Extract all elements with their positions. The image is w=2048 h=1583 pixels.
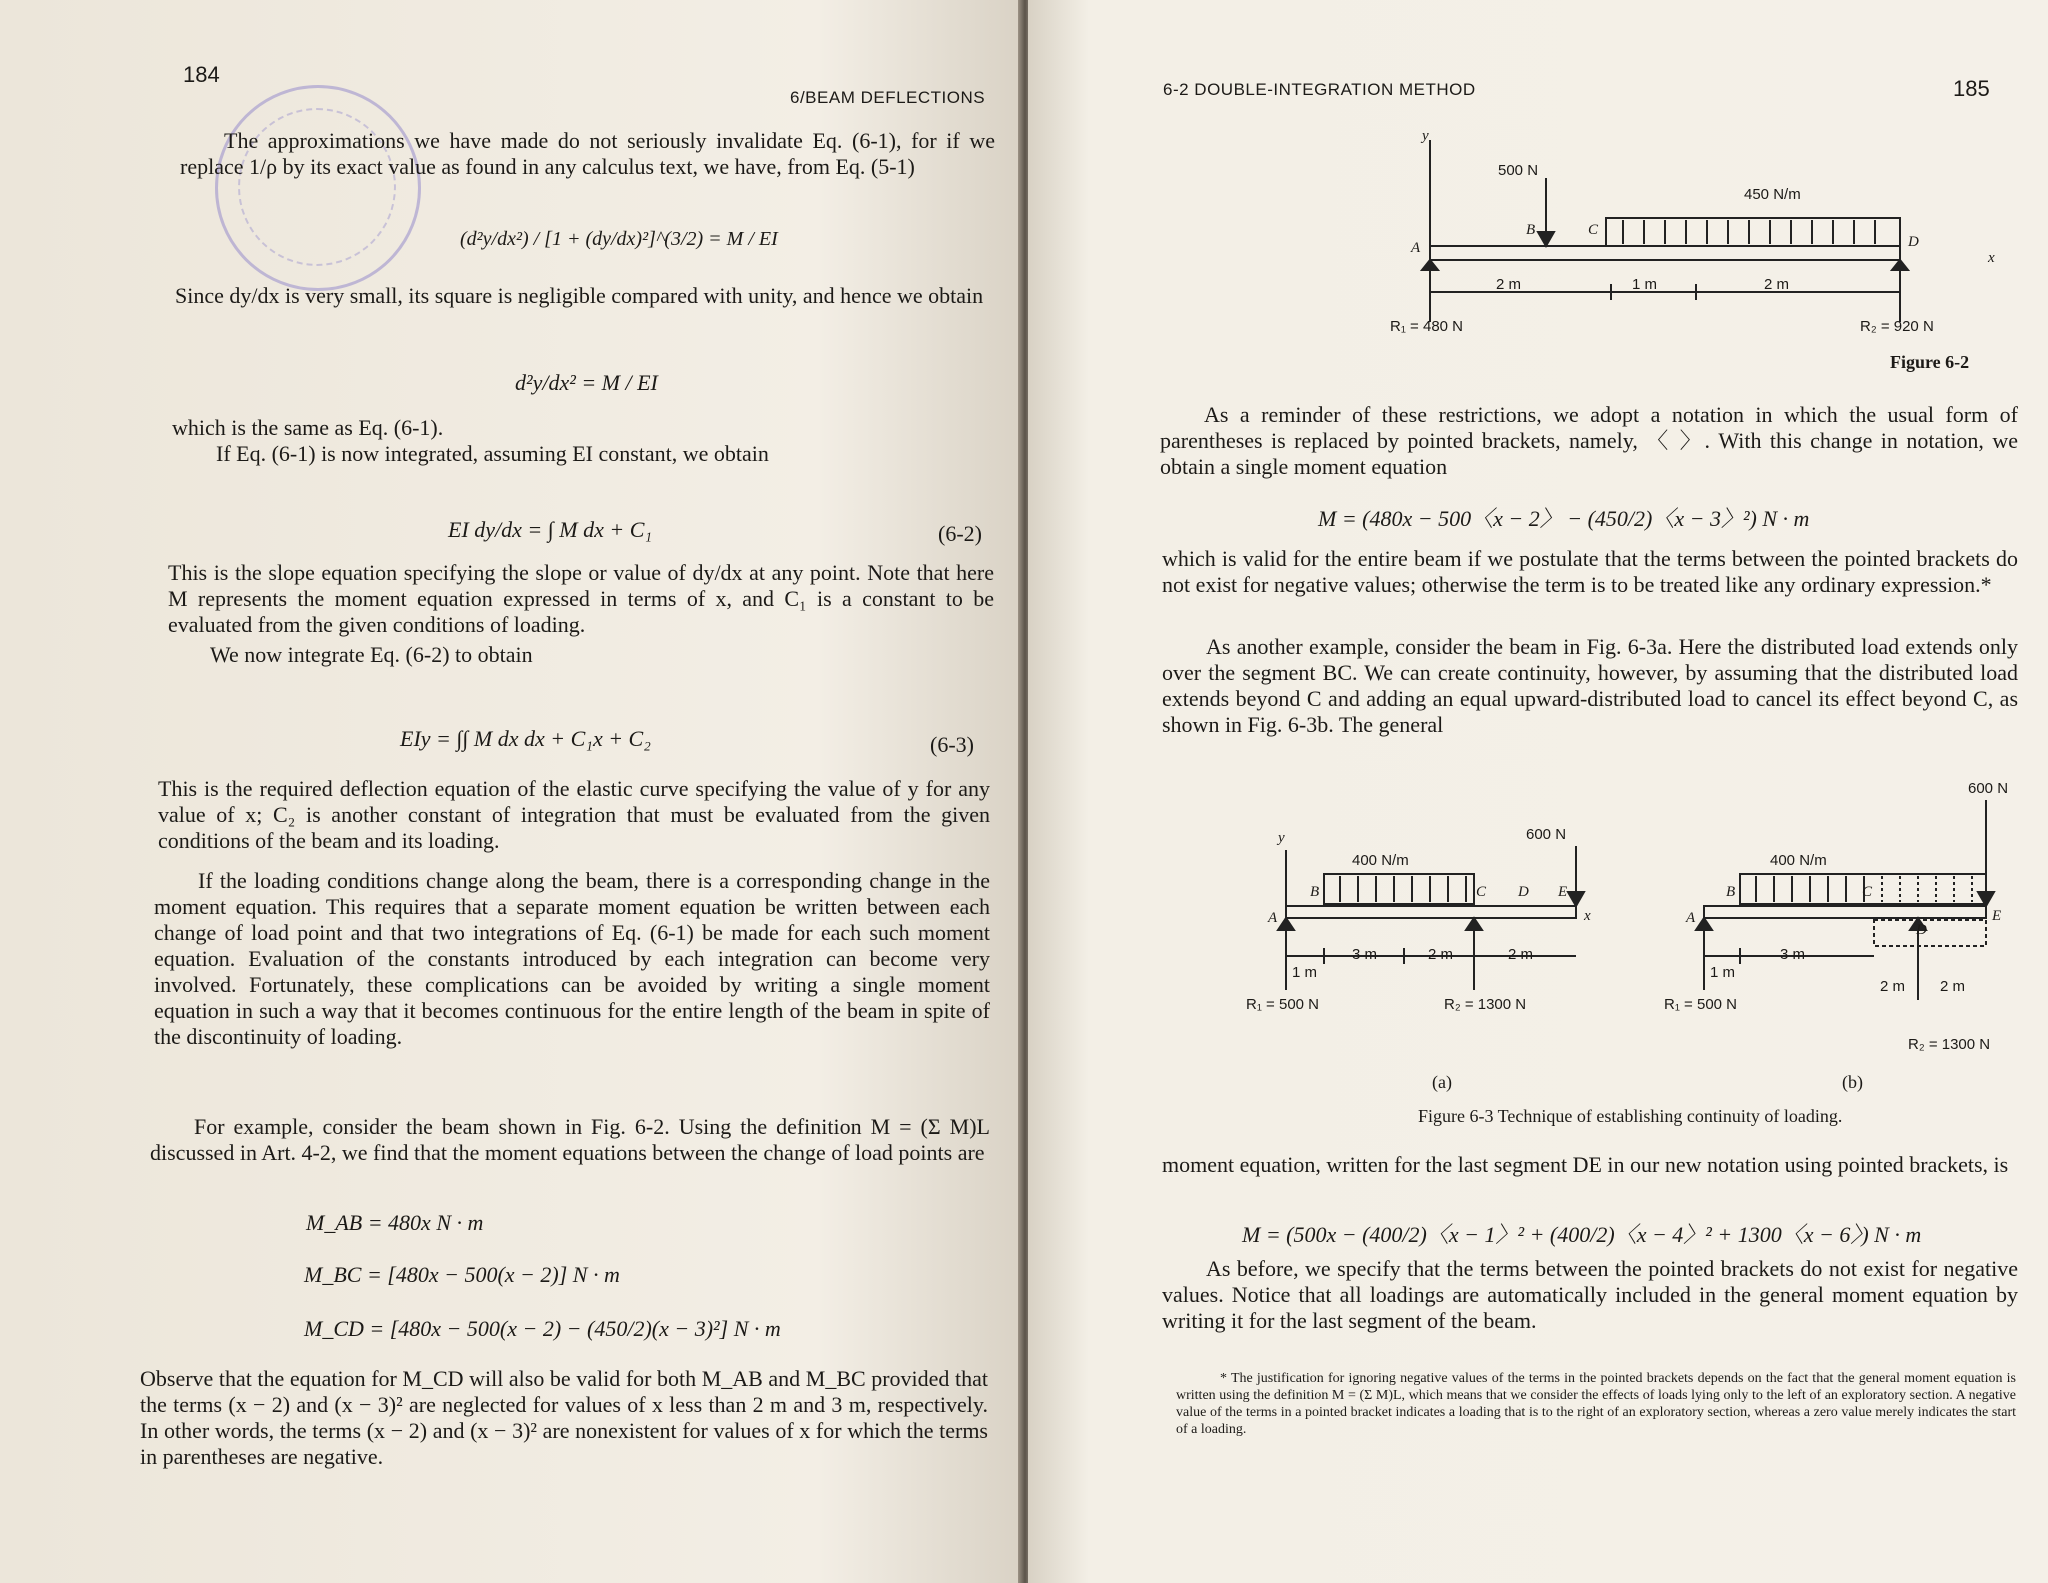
paragraph: As a reminder of these restrictions, we adopt a notation in which the usual form of parentheses is replaced by pointed brackets, namely, 〈 〉. With this change in notation, we obtain a single moment equation [1160,402,2018,479]
paragraph: The approximations we have made do not seriously invalidate Eq. (6-1), for if we replace 1/ρ by its exact value as found in any calculus text, we have, from Eq. (5-1) [180,128,995,179]
label-x: x [1988,250,1995,266]
label-point-c: C [1476,884,1487,900]
upward-load-b [1874,920,1986,946]
equation-6-3: EIy = ∫∫ M dx dx + C₁x + C₂ [400,726,651,751]
label-point-b: B [1726,884,1736,900]
label-point-load: 500 N [1498,162,1539,179]
label-point-d: D [1916,922,1927,938]
beam-a [1286,906,1576,918]
paragraph: As before, we specify that the terms between the pointed brackets do not exist for negative values. Notice that all loadings are automatically included in the general moment equation by writing it for the last segment of the beam. [1162,1256,2018,1333]
paragraph: which is the same as Eq. (6-1). [172,415,444,440]
label-point-a: A [1686,910,1696,926]
label-point-e: E [1992,908,2002,924]
label-x: x [1584,908,1591,924]
label-distributed-load: 400 N/m [1352,852,1409,869]
label-dim: 2 m [1880,978,1906,995]
paragraph: Since dy/dx is very small, its square is negligible compared with unity, and hence we obtain [175,283,984,308]
label-reaction-r1: R₁ = 500 N [1246,996,1320,1013]
equation-m-ab: M_AB = 480x N · m [306,1210,484,1235]
equation-general-moment: M = (500x − (400/2)〈x − 1〉² + (400/2)〈x − 4〉² + 1300〈x − 6〉) N · m [1242,1222,1922,1247]
equation-single-moment: M = (480x − 500〈x − 2〉 − (450/2)〈x − 3〉²) N · m [1318,506,1810,531]
label-point-a: A [1411,240,1421,256]
label-reaction-r2: R₂ = 1300 N [1908,1036,1991,1053]
figure-caption: Figure 6-2 [1890,352,1970,372]
beam-b [1704,906,1986,918]
running-head: 6/BEAM DEFLECTIONS [790,88,986,107]
footnote: * The justification for ignoring negative values of the terms in the pointed brackets depends on the fact that the general moment equation is written using the definition M = (Σ M)L, which means that we consider the effects of loads lying only to the left of an exploratory section. A negative value of the terms in a pointed bracket indicates a loading that is to the right of an exploratory section, whereas a zero value merely indicates the start of a loading. [1176,1371,2016,1437]
label-point-d: D [1908,234,1919,250]
label-point-load: 600 N [1968,780,2009,797]
label-dim: 2 m [1940,978,1966,995]
paragraph: If the loading conditions change along the beam, there is a corresponding change in the moment equation. This requires that a separate moment equation be written between each change of load point and that two integrations of Eq. (6-1) be made for each such moment equation. Evaluation of the constants introduced by each integration can become very involved. Fortunately, these complications can be avoided by writing a single moment equation in such a way that it becomes continuous for the entire length of the beam in spite of the discontinuity of loading. [154,868,990,1049]
figure-6-3 [1028,0,2048,1120]
label-dim: 2 m [1508,946,1534,963]
label-reaction-r1: R₁ = 500 N [1664,996,1738,1013]
page-number: 184 [183,62,220,87]
label-dim: 3 m [1352,946,1378,963]
equation-number: (6-3) [930,732,974,757]
paragraph: This is the required deflection equation of the elastic curve specifying the value of y for any value of x; C₂ is another constant of integration that must be evaluated from the given conditions of the beam and its loading. [158,776,990,853]
equation-approx-curvature: d²y/dx² = M / EI [515,370,658,395]
running-head: 6-2 DOUBLE-INTEGRATION METHOD [1163,80,1476,99]
paragraph: We now integrate Eq. (6-2) to obtain [210,642,533,667]
equation-m-bc: M_BC = [480x − 500(x − 2)] N · m [304,1262,620,1287]
label-point-load: 600 N [1526,826,1567,843]
label-distributed-load: 400 N/m [1770,852,1827,869]
paragraph: If Eq. (6-1) is now integrated, assuming EI constant, we obtain [216,441,769,466]
right-page [1028,0,2048,1583]
label-dim: 1 m [1292,964,1318,981]
page-number: 185 [1953,76,1990,101]
label-point-c: C [1862,884,1873,900]
label-point-b: B [1310,884,1320,900]
label-dim: 1 m [1632,276,1658,293]
label-dim: 2 m [1496,276,1522,293]
label-dim: 3 m [1780,946,1806,963]
label-point-d: D [1518,884,1529,900]
label-point-c: C [1588,222,1599,238]
paragraph: moment equation, written for the last segment DE in our new notation using pointed brackets, is [1162,1152,2009,1177]
equation-exact-curvature: (d²y/dx²) / [1 + (dy/dx)²]^(3/2) = M / EI [460,228,778,250]
equation-number: (6-2) [938,521,982,546]
label-y: y [1278,830,1285,846]
equation-m-cd: M_CD = [480x − 500(x − 2) − (450/2)(x − 3)²] N · m [304,1316,781,1341]
label-point-a: A [1268,910,1278,926]
paragraph: which is valid for the entire beam if we postulate that the terms between the pointed brackets do not exist for negative values; otherwise the term is to be treated like any ordinary expression.* [1162,546,2018,597]
subfigure-label: (a) [1432,1072,1452,1092]
label-reaction-r2: R₂ = 920 N [1860,318,1934,335]
label-dim: 2 m [1764,276,1790,293]
paragraph: For example, consider the beam shown in Fig. 6-2. Using the definition M = (Σ M)L discussed in Art. 4-2, we find that the moment equations between the change of load points are [150,1114,990,1165]
label-y: y [1422,128,1429,144]
label-dim: 1 m [1710,964,1736,981]
label-dim: 2 m [1428,946,1454,963]
label-distributed-load: 450 N/m [1744,186,1801,203]
label-reaction-r2: R₂ = 1300 N [1444,996,1527,1013]
label-point-b: B [1526,222,1536,238]
distributed-load-a [1324,874,1474,904]
equation-6-2: EI dy/dx = ∫ M dx + C₁ [448,517,653,542]
paragraph: Observe that the equation for M_CD will also be valid for both M_AB and M_BC provided that the terms (x − 2) and (x − 3)² are neglected for values of x less than 2 m and 3 m, respectively. In other words, the terms (x − 2) and (x − 3)² are nonexistent for values of x for which the terms in parentheses are negative. [140,1366,988,1469]
figure-caption: Figure 6-3 Technique of establishing continuity of loading. [1418,1106,1843,1126]
label-point-e: E [1558,884,1568,900]
label-reaction-r1: R₁ = 480 N [1390,318,1464,335]
subfigure-label: (b) [1842,1072,1863,1092]
paragraph: As another example, consider the beam in Fig. 6-3a. Here the distributed load extends only over the segment BC. We can create continuity, however, by assuming that the distributed load extends beyond C and adding an equal upward-distributed load to cancel its effect beyond C, as shown in Fig. 6-3b. The general [1162,634,2018,737]
paragraph: This is the slope equation specifying the slope or value of dy/dx at any point. Note that here M represents the moment equation expressed in terms of x, and C₁ is a constant to be evaluated from the given conditions of loading. [168,560,994,637]
library-stamp [215,85,421,291]
